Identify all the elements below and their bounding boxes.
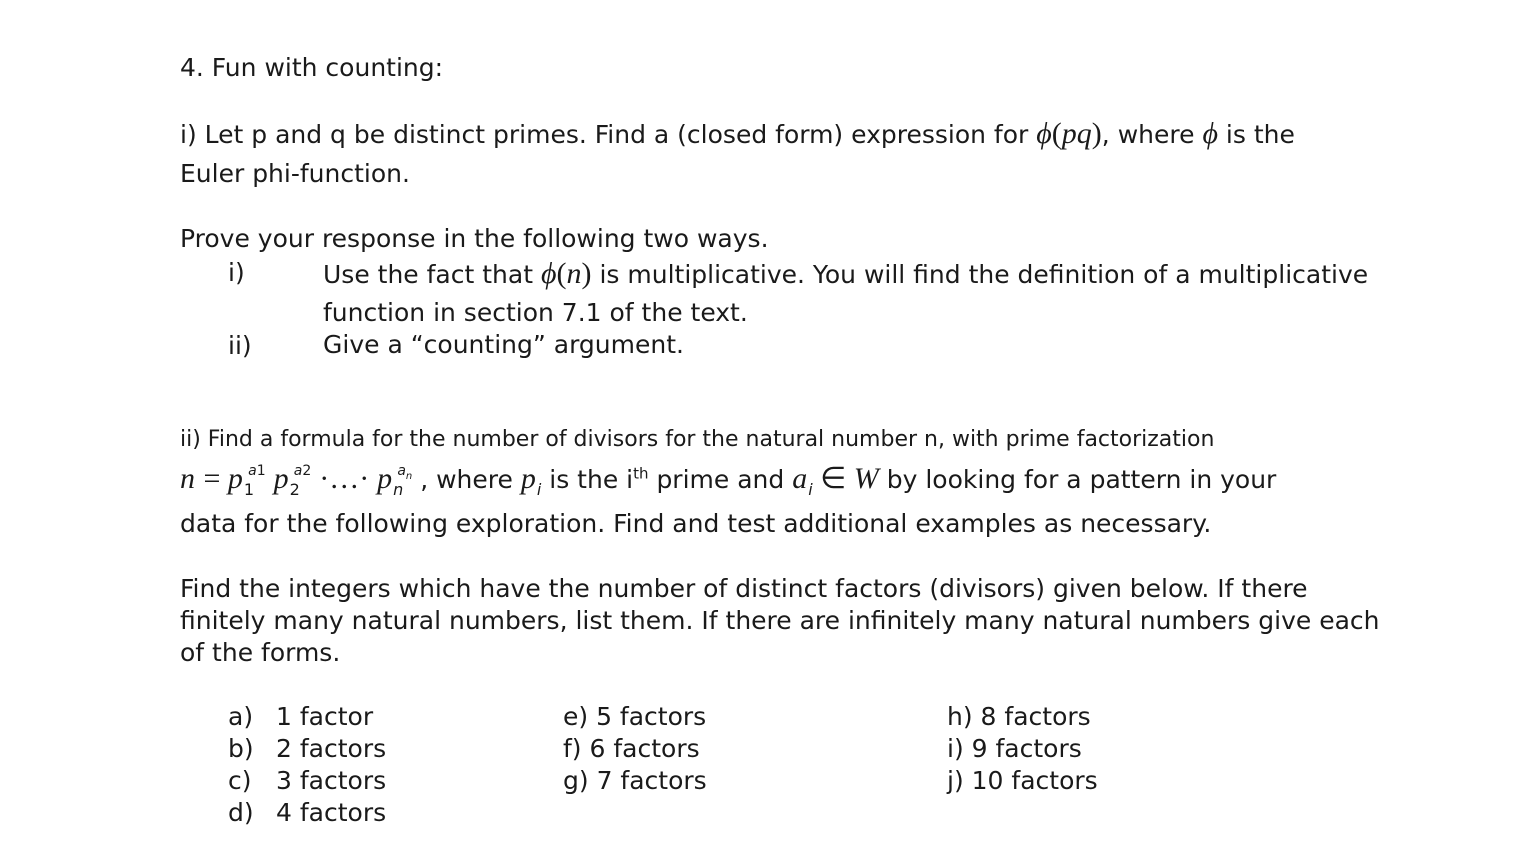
a-in-w-formula: a: [792, 462, 808, 495]
list-item: b) 2 factors: [228, 734, 387, 763]
part1-text-c: is the: [1225, 120, 1295, 149]
part2-where: where: [436, 465, 513, 494]
part1-text-a: i) Let p and q be distinct primes. Find a (closed form) expression for: [180, 120, 1029, 149]
list-item: g) 7 factors: [563, 766, 707, 795]
factor-list-col1: [228, 701, 386, 829]
explore-line3: of the forms.: [180, 638, 341, 667]
factor-list-col2: [563, 701, 707, 797]
sub-ii-text: Give a “counting” argument.: [323, 330, 684, 359]
sub-ii-label: ii): [228, 331, 252, 360]
prove-heading: Prove your response in the following two ways.: [180, 224, 769, 253]
part1-line1: i) Let p and q be distinct primes. Find a (closed form) expression for ϕ(pq), where ϕ is the: [180, 117, 1295, 150]
problem-title: 4. Fun with counting:: [180, 53, 444, 82]
explore-line1: Find the integers which have the number of distinct factors (divisors) given below. If there: [180, 574, 1308, 603]
part2-text-b: is the i: [549, 465, 634, 494]
part2-line1: ii) Find a formula for the number of divisors for the natural number n, with prime factorization: [180, 427, 1215, 452]
sub-i-text-2: function in section 7.1 of the text.: [323, 298, 748, 327]
list-item: f) 6 factors: [563, 734, 700, 763]
part1-line2: Euler phi-function.: [180, 159, 410, 188]
part2-line2: $n = p_1^{a1}$ $p_2^{a2}$ ·…· $p_n^{a_n}$ , where $p_i$ is the $i^{th}$ prime and $a_i$ ∈ W by looking for a pattern in your: [180, 462, 1277, 499]
list-item: c) 3 factors: [228, 766, 387, 795]
part2-line3: data for the following exploration. Find and test additional examples as necessary.: [180, 509, 1212, 538]
list-item: i) 9 factors: [947, 734, 1082, 763]
list-item: j) 10 factors: [947, 766, 1098, 795]
prime-factorization-formula: n: [180, 462, 196, 495]
list-item: h) 8 factors: [947, 702, 1091, 731]
sub-i-text-a: Use the fact that: [323, 260, 534, 289]
part2-text-c: prime and: [656, 465, 785, 494]
sub-i-label: i): [228, 258, 245, 287]
part2-text-d: by looking for a pattern in your: [886, 465, 1277, 494]
sub-i-text-b: is multiplicative. You will find the definition of a multiplicative: [599, 260, 1369, 289]
factor-list-col3: [947, 701, 1098, 797]
list-item: e) 5 factors: [563, 702, 707, 731]
phi-symbol: ϕ: [1202, 117, 1218, 150]
p-i-symbol: p: [520, 462, 536, 495]
part1-text-b: , where: [1101, 120, 1195, 149]
ith-superscript: th: [633, 464, 649, 483]
phi-n-formula: ϕ: [540, 257, 557, 290]
sub-i-text: Use the fact that ϕ(n) is multiplicative. You will find the definition of a multiplicative: [323, 257, 1369, 290]
list-item: d) 4 factors: [228, 798, 387, 827]
explore-line2: finitely many natural numbers, list them. If there are infinitely many natural numbers give each: [180, 606, 1380, 635]
list-item: a) 1 factor: [228, 702, 374, 731]
phi-pq-formula: ϕ: [1036, 117, 1052, 150]
